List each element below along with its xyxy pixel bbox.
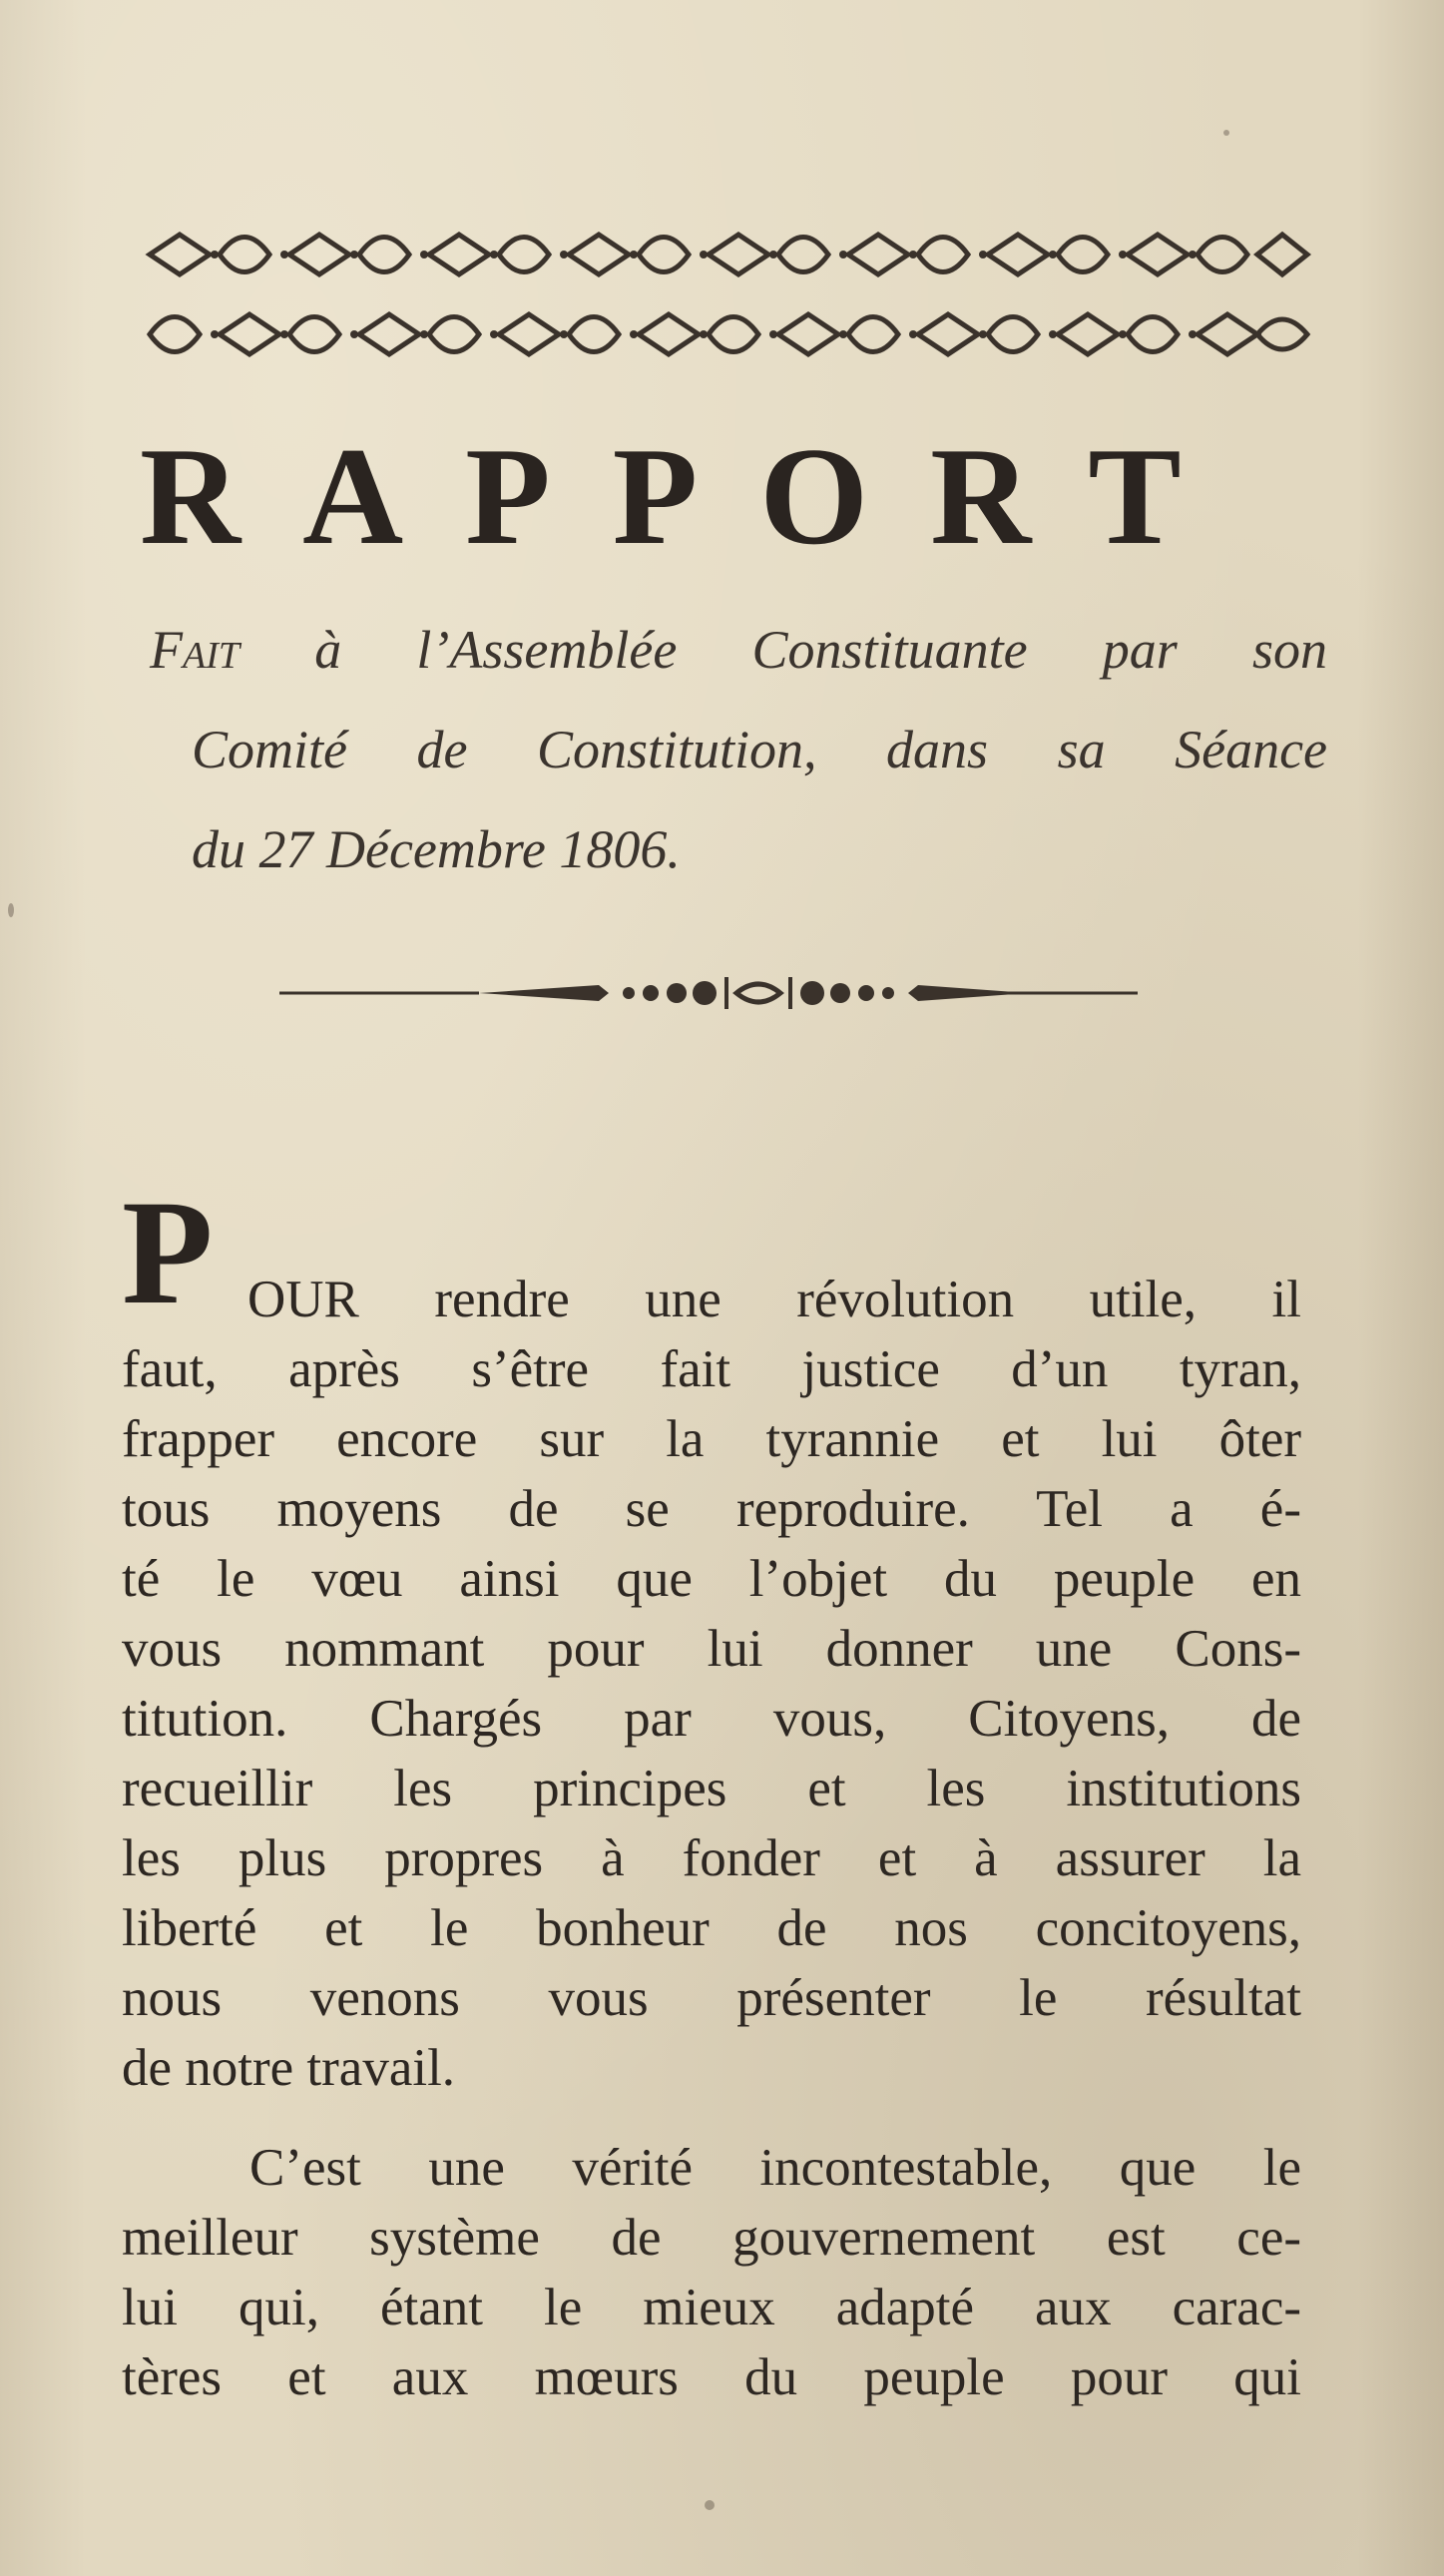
body-line: OUR rendre une révolution utile, il	[247, 1271, 1301, 1328]
drop-cap: P	[122, 1170, 214, 1335]
body-line: C’est une vérité incontestable, que le	[249, 2139, 1301, 2197]
body-line: faut, après s’être fait justice d’un tyran,	[122, 1340, 1301, 1398]
decorative-header-border	[140, 215, 1317, 374]
body-line: titution. Chargés par vous, Citoyens, de	[122, 1690, 1301, 1748]
ink-speck	[705, 2500, 715, 2510]
subtitle-line-2: Comité de Constitution, dans sa Séance	[192, 720, 1327, 779]
body-line: lui qui, étant le mieux adapté aux carac-	[122, 2279, 1301, 2336]
body-line: frapper encore sur la tyrannie et lui ôter	[122, 1410, 1301, 1468]
body-line: meilleur système de gouvernement est ce-	[122, 2209, 1301, 2267]
subtitle-line-3: du 27 Décembre 1806.	[192, 819, 681, 879]
decorative-rule	[279, 973, 1138, 1013]
body-line: tous moyens de se reproduire. Tel a é-	[122, 1480, 1301, 1538]
body-line: de notre travail.	[122, 2039, 456, 2097]
body-line: tères et aux mœurs du peuple pour qui	[122, 2348, 1301, 2406]
document-title: RAPPORT	[140, 419, 1243, 574]
subtitle-line-1-rest: à l’Assemblée Constituante par son	[240, 620, 1327, 680]
subtitle-line-1	[150, 619, 1327, 681]
body-line: liberté et le bonheur de nos concitoyens,	[122, 1899, 1301, 1957]
body-line: nous venons vous présenter le résultat	[122, 1969, 1301, 2027]
body-line: recueillir les principes et les institutions	[122, 1760, 1301, 1817]
body-line: les plus propres à fonder et à assurer la	[122, 1829, 1301, 1887]
subtitle-lead-word: Fait	[150, 620, 240, 680]
body-line: vous nommant pour lui donner une Cons-	[122, 1620, 1301, 1678]
body-line: té le vœu ainsi que l’objet du peuple en	[122, 1550, 1301, 1608]
ink-speck	[8, 903, 14, 917]
ink-speck	[1223, 130, 1229, 136]
